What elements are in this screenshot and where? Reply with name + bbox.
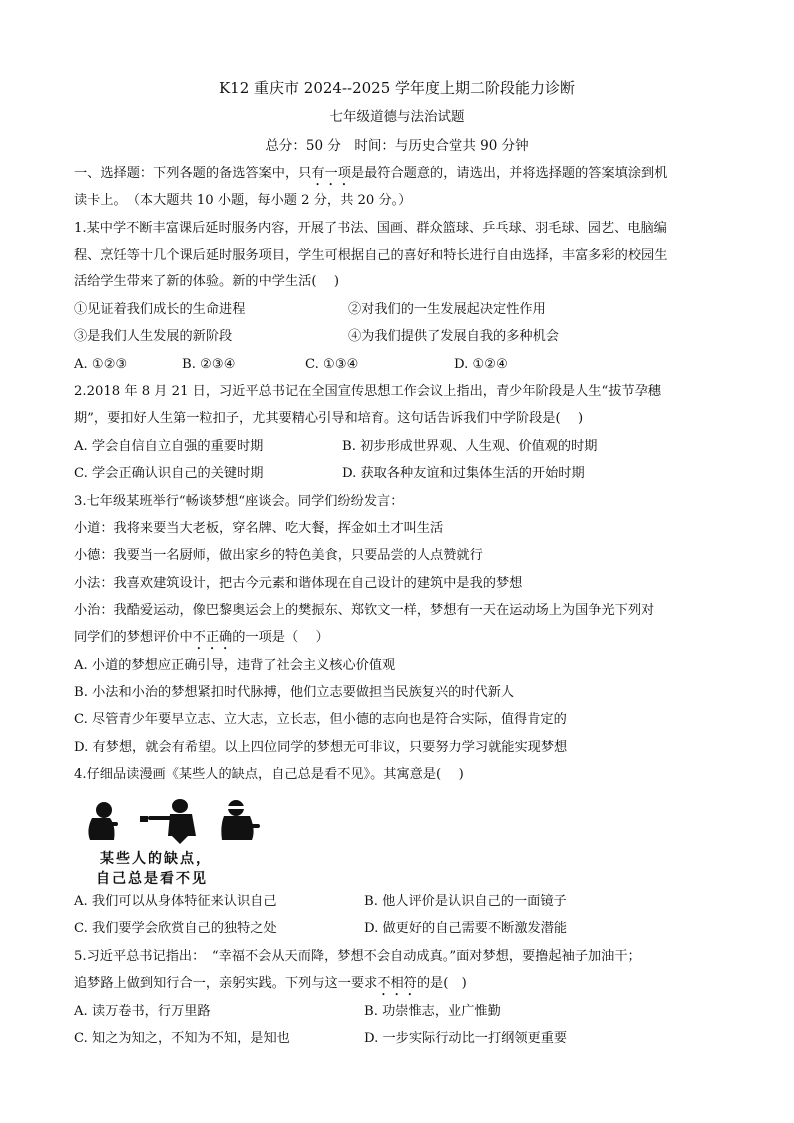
q2-option-c: C. 学会正确认识自己的关键时期: [74, 466, 264, 481]
q1-stem-line3: 活给学生带来了新的体验。新的中学生活( ): [74, 274, 340, 289]
q3-option-c: C. 尽管青少年要早立志、立大志，立长志，但小德的志向也是符合实际，值得肯定的: [74, 712, 567, 727]
q1-option-d: D. ①②④: [454, 357, 508, 372]
exam-subtitle: 七年级道德与法治试题: [329, 109, 465, 125]
cartoon-caption-line1: 某些人的缺点，: [100, 851, 212, 867]
q2-option-a: A. 学会自信自立自强的重要时期: [74, 439, 264, 454]
q5-option-b: B. 功崇惟志，业广惟勤: [364, 1004, 501, 1019]
emphasis-text: 有一项: [311, 166, 351, 181]
q1-statement-4: ④为我们提供了发展自我的多种机会: [348, 329, 559, 344]
section-instruction-line1: [74, 165, 667, 189]
q3-option-b: B. 小法和小治的梦想紧扣时代脉搏，他们立志要做担当民族复兴的时代新人: [74, 685, 515, 700]
stem-text: 同学们的梦想评价中: [74, 630, 193, 645]
instruction-text: 是最符合题意的，请选出，并将选择题的答案填涂到机: [350, 166, 668, 181]
q3-option-d: D. 有梦想，就会有希望。以上四位同学的梦想无可非议，只要努力学习就能实现梦想: [74, 740, 568, 755]
cartoon-figure-right: [221, 800, 260, 840]
q1-option-a: A. ①②③: [74, 357, 128, 372]
emphasis-text: 不正确: [192, 630, 233, 645]
q1-option-b: B. ②③④: [182, 357, 236, 372]
q5-stem-line2: [74, 975, 467, 999]
q5-option-a: A. 读万卷书，行万里路: [74, 1004, 211, 1019]
q4-option-d: D. 做更好的自己需要不断激发潜能: [364, 921, 568, 936]
exam-title: K12 重庆市 2024--2025 学年度上期二阶段能力诊断: [218, 79, 576, 97]
q4-option-a: A. 我们可以从身体特征来认识自己: [74, 894, 277, 909]
stem-text: 追梦路上做到知行合一，亲躬实践。下列与这一要求: [74, 976, 378, 991]
q5-stem-line1: 5.习近平总书记指出： “幸福不会从天而降，梦想不会自动成真。”面对梦想，要撸起袖子加油干；: [74, 949, 641, 964]
q3-option-a: A. 小道的梦想应正确引导，违背了社会主义核心价值观: [74, 658, 396, 673]
q1-stem-line1: 1.某中学不断丰富课后延时服务内容，开展了书法、国画、群众篮球、乒乓球、羽毛球、园艺、电脑编: [74, 221, 667, 236]
q3-stem-line3: 小德：我要当一名厨师，做出家乡的特色美食，只要品尝的人点赞就行: [74, 548, 483, 563]
exam-info: 总分：50 分 时间：与历史合堂共 90 分钟: [265, 138, 529, 154]
cartoon-image: [84, 796, 274, 886]
q2-stem-line2: 期”，要扣好人生第一粒扣子，尤其要精心引导和培育。这句话告诉我们中学阶段是( ): [74, 411, 584, 426]
stem-text: 的是( ): [416, 976, 467, 991]
section-instruction-line2: 读卡上。 （本大题共 10 小题，每小题 2 分，共 20 分。）: [74, 193, 412, 208]
q4-stem-line1: 4.仔细品读漫画《某些人的缺点，自己总是看不见》。其寓意是( ): [74, 767, 464, 782]
q5-option-c: C. 知之为知之，不知为不知，是知也: [74, 1031, 290, 1046]
q3-stem-line4: 小法：我喜欢建筑设计，把古今元素和谐体现在自己设计的建筑中是我的梦想: [74, 576, 523, 591]
instruction-text: 一、选择题：下列各题的备选答案中，只: [74, 166, 312, 181]
q3-stem-line5: 小治：我酷爱运动，像巴黎奥运会上的樊振东、郑钦文一样，梦想有一天在运动场上为国争光下列对: [74, 603, 655, 618]
stem-text: 的一项是（ ）: [232, 630, 329, 645]
q1-statement-1: ①见证着我们成长的生命进程: [74, 302, 246, 317]
q3-stem-line1: 3.七年级某班举行“畅谈梦想“座谈会。同学们纷纷发言：: [74, 494, 404, 509]
q4-option-c: C. 我们要学会欣赏自己的独特之处: [74, 921, 277, 936]
q1-statement-3: ③是我们人生发展的新阶段: [74, 329, 233, 344]
q2-stem-line1: 2.2018 年 8 月 21 日，习近平总书记在全国宣传思想工作会议上指出，青少年阶段是人生“拔节孕穗: [74, 384, 661, 399]
q4-option-b: B. 他人评价是认识自己的一面镜子: [364, 894, 567, 909]
emphasis-text: 不相符: [377, 976, 417, 991]
q1-statement-2: ②对我们的一生发展起决定性作用: [348, 302, 546, 317]
q3-stem-line6: [74, 629, 329, 653]
cartoon-caption-line2: 自己总是看不见: [96, 871, 208, 887]
q1-option-c: C. ①③④: [305, 357, 359, 372]
q1-stem-line2: 程、烹饪等十几个课后延时服务项目，学生可根据自己的喜好和特长进行自由选择，丰富多彩的校园生: [74, 248, 668, 263]
cartoon-figures: [84, 796, 274, 846]
cartoon-figure-middle: [140, 799, 196, 844]
q2-option-d: D. 获取各种友谊和过集体生活的开始时期: [342, 466, 585, 481]
cartoon-figure-left: [88, 802, 118, 840]
q5-option-d: D. 一步实际行动比一打纲领更重要: [364, 1031, 568, 1046]
q3-stem-line2: 小道：我将来要当大老板，穿名牌、吃大餐，挥金如土才叫生活: [74, 521, 444, 536]
q2-option-b: B. 初步形成世界观、人生观、价值观的时期: [342, 439, 598, 454]
